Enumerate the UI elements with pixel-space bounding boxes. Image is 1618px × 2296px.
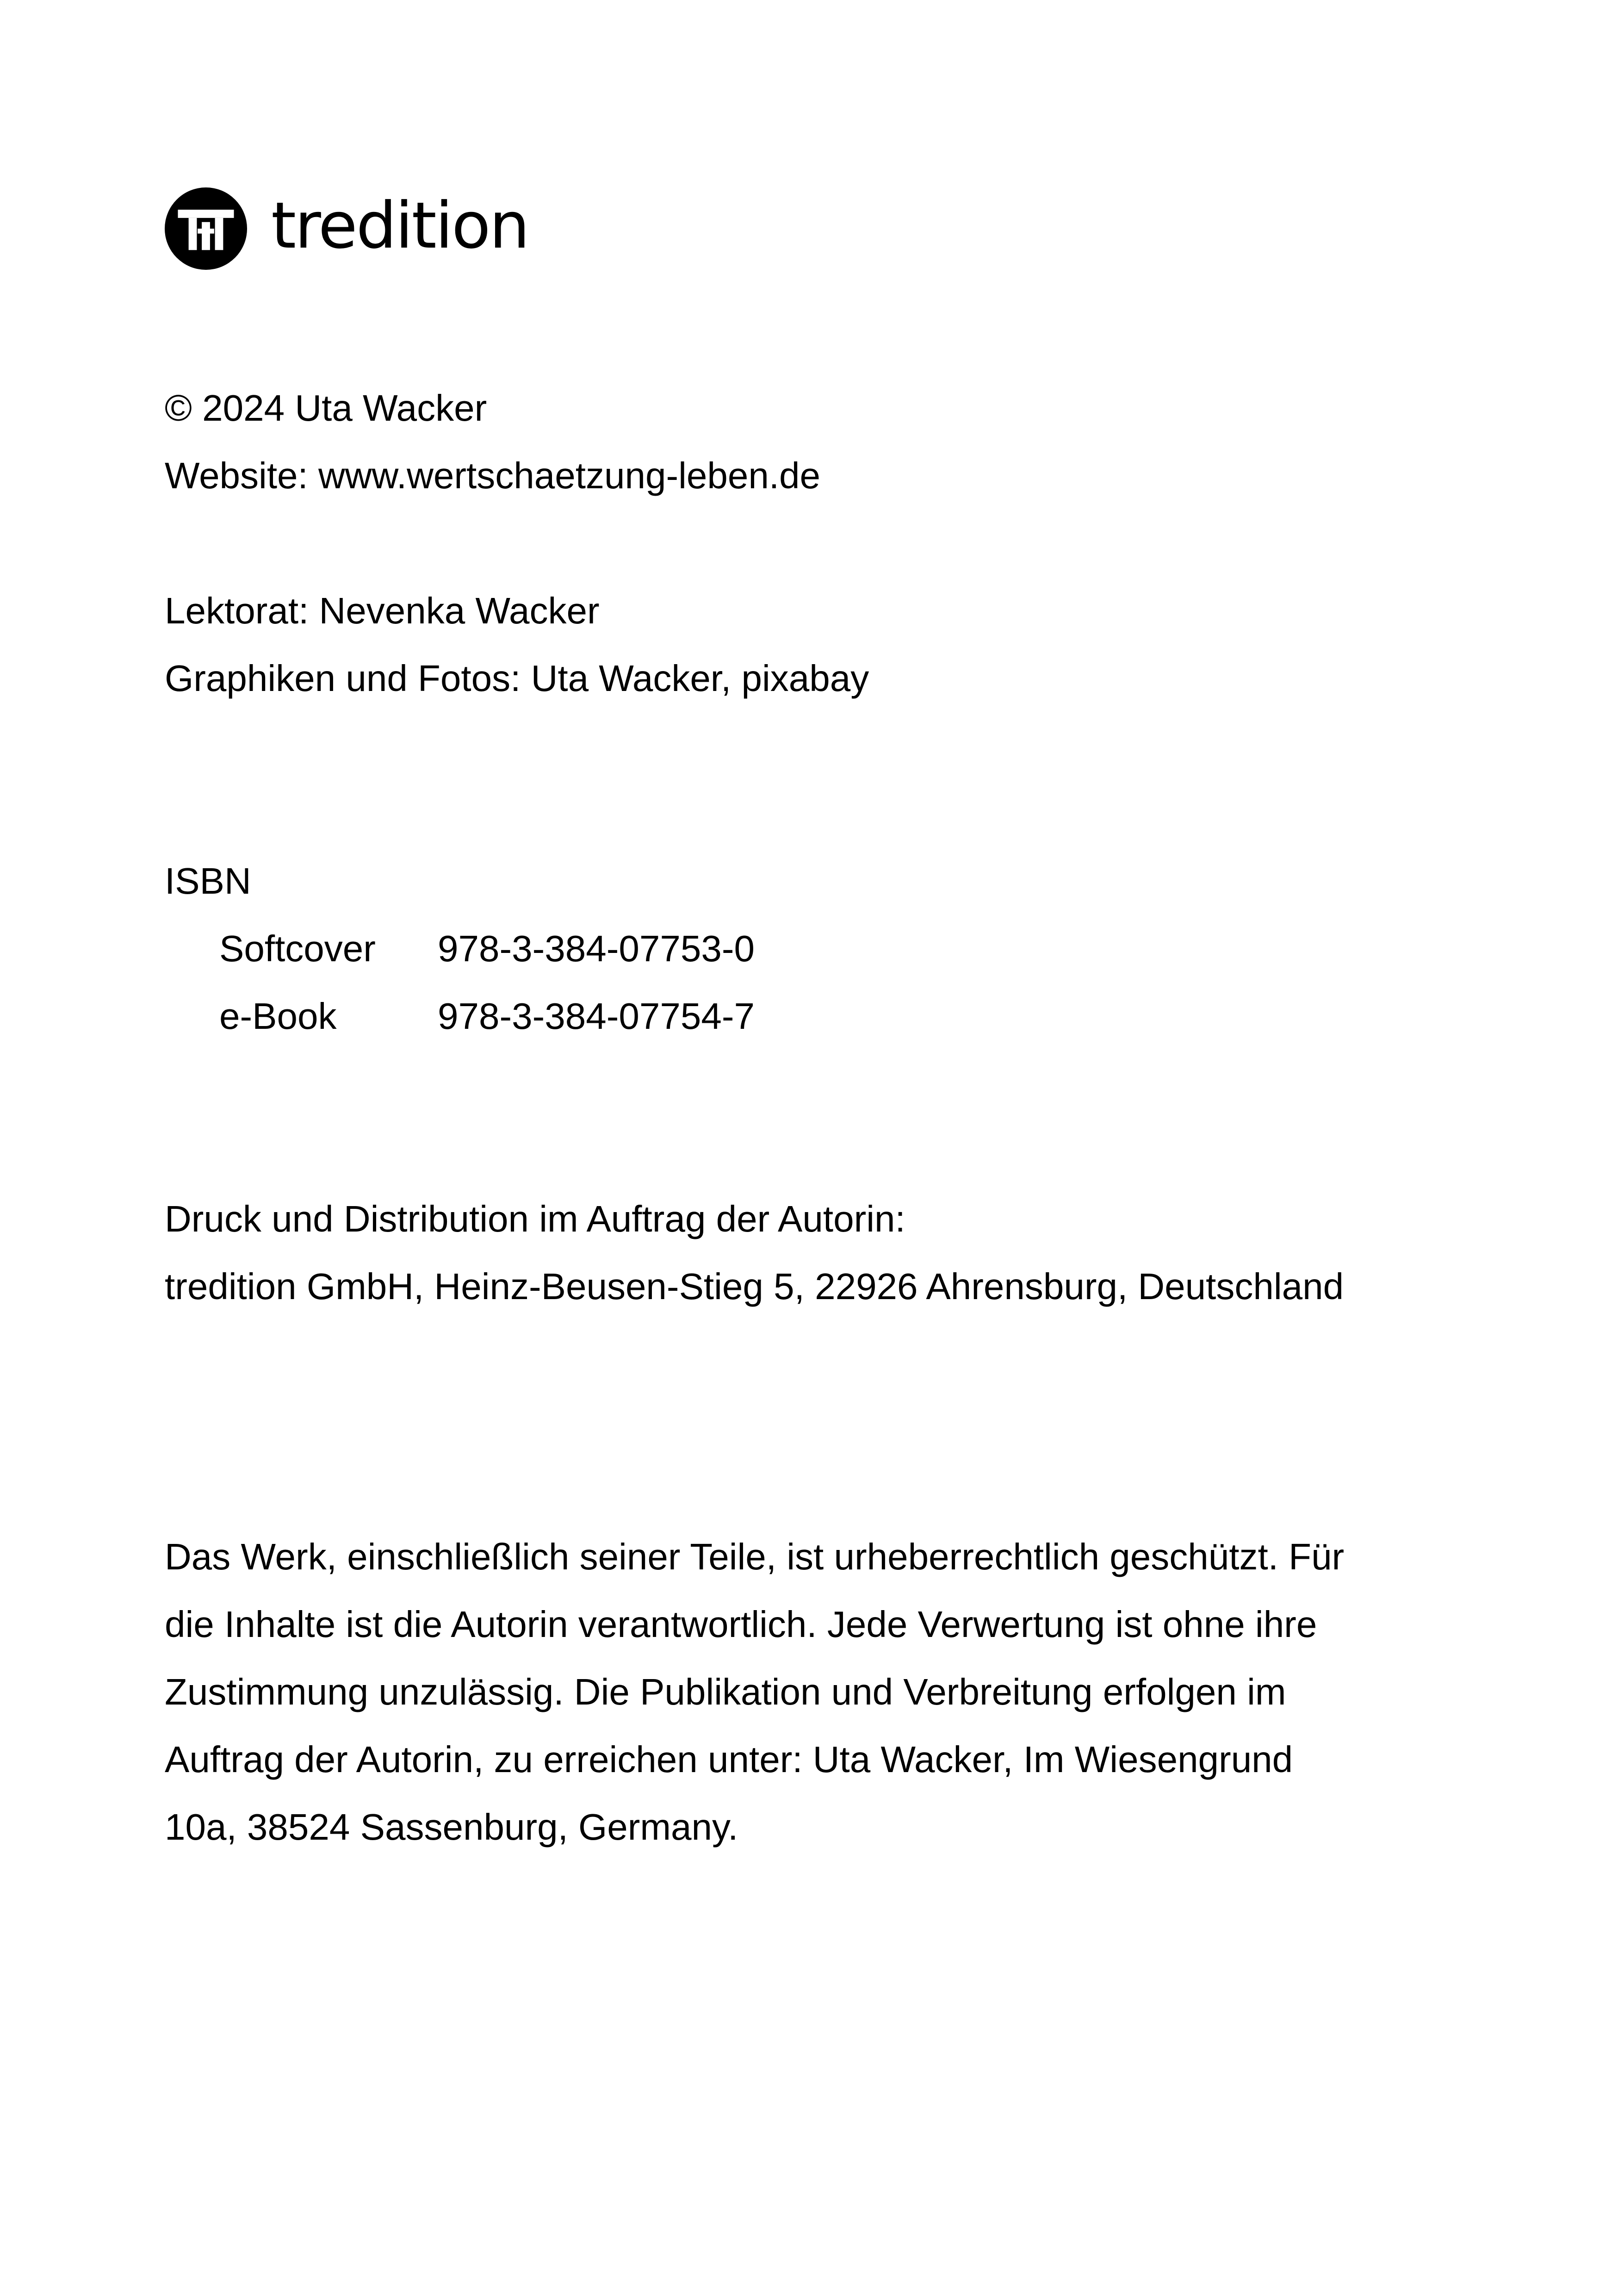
isbn-softcover-label: Softcover	[219, 928, 376, 969]
legal-text-line: Zustimmung unzulässig. Die Publikation und Verbreitung erfolgen im	[165, 1671, 1286, 1712]
logo-wordmark: tredition	[271, 188, 528, 263]
copyright-line: © 2024 Uta Wacker	[165, 387, 487, 429]
legal-text-line: Das Werk, einschließlich seiner Teile, ist urheberrechtlich geschützt. Für	[165, 1536, 1345, 1577]
distribution-line: Druck und Distribution im Auftrag der Autorin:	[165, 1198, 905, 1239]
publisher-address-line: tredition GmbH, Heinz-Beusen-Stieg 5, 22926 Ahrensburg, Deutschland	[165, 1266, 1344, 1307]
isbn-heading: ISBN	[165, 860, 251, 902]
publisher-logo	[165, 187, 528, 270]
isbn-softcover-value: 978-3-384-07753-0	[438, 928, 755, 969]
website-line: Website: www.wertschaetzung-leben.de	[165, 455, 821, 496]
legal-text-line: Auftrag der Autorin, zu erreichen unter: Uta Wacker, Im Wiesengrund	[165, 1739, 1293, 1780]
legal-text-line: die Inhalte ist die Autorin verantwortlich. Jede Verwertung ist ohne ihre	[165, 1604, 1317, 1645]
tredition-logo-icon	[165, 187, 247, 270]
graphics-credit-line: Graphiken und Fotos: Uta Wacker, pixabay	[165, 658, 869, 699]
legal-text-line: 10a, 38524 Sassenburg, Germany.	[165, 1806, 738, 1848]
isbn-ebook-label: e-Book	[219, 996, 337, 1037]
lektorat-line: Lektorat: Nevenka Wacker	[165, 590, 600, 631]
isbn-ebook-value: 978-3-384-07754-7	[438, 996, 755, 1037]
